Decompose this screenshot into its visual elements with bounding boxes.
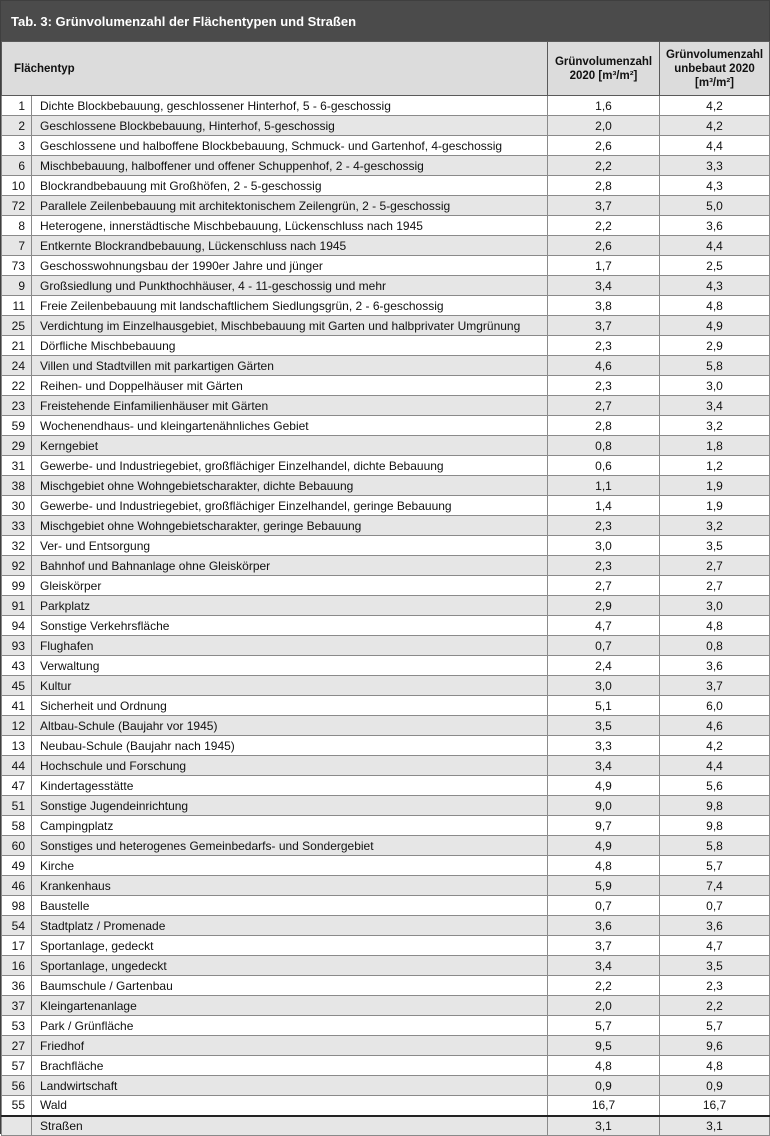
row-flaechentyp: Sicherheit und Ordnung: [32, 696, 548, 716]
row-gvz-unbebaut: 4,3: [660, 276, 770, 296]
header-gvz-2020-line2: 2020 [m³/m²]: [569, 69, 638, 82]
row-gvz-2020: 1,4: [548, 496, 660, 516]
row-number: 17: [2, 936, 32, 956]
table-row: [2, 636, 770, 656]
row-gvz-2020: 0,7: [548, 636, 660, 656]
row-gvz-2020: 5,7: [548, 1016, 660, 1036]
table-row: [2, 956, 770, 976]
row-gvz-2020: 3,4: [548, 956, 660, 976]
row-flaechentyp: Hochschule und Forschung: [32, 756, 548, 776]
row-gvz-2020: 2,0: [548, 116, 660, 136]
row-gvz-2020: 9,0: [548, 796, 660, 816]
row-number: 72: [2, 196, 32, 216]
table-row: [2, 1016, 770, 1036]
row-number: 22: [2, 376, 32, 396]
table-row: [2, 116, 770, 136]
row-gvz-2020: 16,7: [548, 1096, 660, 1116]
table-row: [2, 756, 770, 776]
row-gvz-unbebaut: 4,2: [660, 96, 770, 116]
row-number: 8: [2, 216, 32, 236]
row-gvz-unbebaut: 4,8: [660, 296, 770, 316]
table-row: [2, 96, 770, 116]
row-gvz-unbebaut: 4,2: [660, 736, 770, 756]
row-flaechentyp: Bahnhof und Bahnanlage ohne Gleiskörper: [32, 556, 548, 576]
table-row: [2, 576, 770, 596]
row-gvz-unbebaut: 4,4: [660, 236, 770, 256]
header-gvz-unbebaut: [660, 42, 770, 96]
row-number: 12: [2, 716, 32, 736]
row-gvz-2020: 0,7: [548, 896, 660, 916]
row-gvz-2020: 2,3: [548, 336, 660, 356]
row-flaechentyp: Wochenendhaus- und kleingartenähnliches Gebiet: [32, 416, 548, 436]
row-gvz-unbebaut: 6,0: [660, 696, 770, 716]
row-number: 41: [2, 696, 32, 716]
row-gvz-2020: 2,6: [548, 136, 660, 156]
row-number: [2, 1116, 32, 1136]
row-number: 60: [2, 836, 32, 856]
table-row: [2, 436, 770, 456]
row-gvz-2020: 4,8: [548, 856, 660, 876]
row-gvz-unbebaut: 0,9: [660, 1076, 770, 1096]
row-flaechentyp: Blockrandbebauung mit Großhöfen, 2 - 5-geschossig: [32, 176, 548, 196]
row-flaechentyp: Mischgebiet ohne Wohngebietscharakter, dichte Bebauung: [32, 476, 548, 496]
table-body: [2, 96, 770, 1136]
table-row: [2, 396, 770, 416]
row-number: 91: [2, 596, 32, 616]
table-row: [2, 276, 770, 296]
row-gvz-unbebaut: 2,7: [660, 576, 770, 596]
table-row: [2, 196, 770, 216]
row-gvz-unbebaut: 3,0: [660, 596, 770, 616]
table-row: [2, 976, 770, 996]
row-number: 51: [2, 796, 32, 816]
row-gvz-unbebaut: 5,7: [660, 856, 770, 876]
row-gvz-2020: 4,9: [548, 776, 660, 796]
row-gvz-unbebaut: 4,8: [660, 1056, 770, 1076]
row-gvz-2020: 2,4: [548, 656, 660, 676]
row-flaechentyp: Dichte Blockbebauung, geschlossener Hinterhof, 5 - 6-geschossig: [32, 96, 548, 116]
row-gvz-2020: 4,8: [548, 1056, 660, 1076]
row-gvz-2020: 2,3: [548, 376, 660, 396]
row-gvz-2020: 4,6: [548, 356, 660, 376]
row-gvz-2020: 3,4: [548, 276, 660, 296]
row-flaechentyp: Wald: [32, 1096, 548, 1116]
row-gvz-2020: 2,6: [548, 236, 660, 256]
row-flaechentyp: Straßen: [32, 1116, 548, 1136]
row-flaechentyp: Neubau-Schule (Baujahr nach 1945): [32, 736, 548, 756]
row-gvz-unbebaut: 9,6: [660, 1036, 770, 1056]
row-gvz-unbebaut: 4,9: [660, 316, 770, 336]
row-gvz-2020: 1,7: [548, 256, 660, 276]
table-row: [2, 236, 770, 256]
table-row: [2, 716, 770, 736]
row-gvz-2020: 3,7: [548, 196, 660, 216]
row-number: 32: [2, 536, 32, 556]
row-gvz-2020: 4,9: [548, 836, 660, 856]
header-gvz-2020: [548, 42, 660, 96]
row-gvz-unbebaut: 3,2: [660, 416, 770, 436]
row-number: 92: [2, 556, 32, 576]
row-flaechentyp: Gleiskörper: [32, 576, 548, 596]
row-gvz-unbebaut: 1,2: [660, 456, 770, 476]
row-flaechentyp: Parkplatz: [32, 596, 548, 616]
row-number: 2: [2, 116, 32, 136]
row-number: 6: [2, 156, 32, 176]
row-flaechentyp: Stadtplatz / Promenade: [32, 916, 548, 936]
table-row: [2, 936, 770, 956]
row-gvz-unbebaut: 9,8: [660, 796, 770, 816]
row-flaechentyp: Sonstige Verkehrsfläche: [32, 616, 548, 636]
row-gvz-unbebaut: 2,2: [660, 996, 770, 1016]
row-number: 55: [2, 1096, 32, 1116]
table-row: [2, 1096, 770, 1116]
row-flaechentyp: Park / Grünfläche: [32, 1016, 548, 1036]
table-row: [2, 836, 770, 856]
row-number: 33: [2, 516, 32, 536]
table-row: [2, 376, 770, 396]
row-flaechentyp: Kindertagesstätte: [32, 776, 548, 796]
row-flaechentyp: Gewerbe- und Industriegebiet, großflächiger Einzelhandel, geringe Bebauung: [32, 496, 548, 516]
row-gvz-2020: 3,5: [548, 716, 660, 736]
row-number: 47: [2, 776, 32, 796]
row-flaechentyp: Sonstige Jugendeinrichtung: [32, 796, 548, 816]
table-row: [2, 516, 770, 536]
row-gvz-2020: 3,1: [548, 1116, 660, 1136]
row-number: 9: [2, 276, 32, 296]
row-flaechentyp: Großsiedlung und Punkthochhäuser, 4 - 11-geschossig und mehr: [32, 276, 548, 296]
row-gvz-unbebaut: 4,6: [660, 716, 770, 736]
row-flaechentyp: Reihen- und Doppelhäuser mit Gärten: [32, 376, 548, 396]
row-flaechentyp: Geschlossene Blockbebauung, Hinterhof, 5-geschossig: [32, 116, 548, 136]
row-flaechentyp: Kultur: [32, 676, 548, 696]
row-number: 37: [2, 996, 32, 1016]
row-gvz-2020: 3,0: [548, 676, 660, 696]
row-gvz-2020: 3,7: [548, 316, 660, 336]
row-number: 56: [2, 1076, 32, 1096]
row-flaechentyp: Parallele Zeilenbebauung mit architektonischem Zeilengrün, 2 - 5-geschossig: [32, 196, 548, 216]
row-gvz-unbebaut: 0,7: [660, 896, 770, 916]
row-number: 3: [2, 136, 32, 156]
row-flaechentyp: Freie Zeilenbebauung mit landschaftlichem Siedlungsgrün, 2 - 6-geschossig: [32, 296, 548, 316]
row-gvz-2020: 3,4: [548, 756, 660, 776]
row-number: 43: [2, 656, 32, 676]
row-flaechentyp: Freistehende Einfamilienhäuser mit Gärten: [32, 396, 548, 416]
row-number: 93: [2, 636, 32, 656]
row-gvz-unbebaut: 2,3: [660, 976, 770, 996]
table-row: [2, 256, 770, 276]
row-gvz-2020: 1,6: [548, 96, 660, 116]
row-number: 24: [2, 356, 32, 376]
table-row: [2, 796, 770, 816]
row-flaechentyp: Entkernte Blockrandbebauung, Lückenschluss nach 1945: [32, 236, 548, 256]
row-number: 21: [2, 336, 32, 356]
row-gvz-2020: 0,9: [548, 1076, 660, 1096]
row-number: 10: [2, 176, 32, 196]
row-gvz-2020: 9,7: [548, 816, 660, 836]
row-number: 31: [2, 456, 32, 476]
row-gvz-unbebaut: 3,6: [660, 656, 770, 676]
row-number: 53: [2, 1016, 32, 1036]
row-flaechentyp: Verdichtung im Einzelhausgebiet, Mischbebauung mit Garten und halbprivater Umgrünung: [32, 316, 548, 336]
table-row: [2, 1056, 770, 1076]
row-flaechentyp: Baustelle: [32, 896, 548, 916]
row-flaechentyp: Baumschule / Gartenbau: [32, 976, 548, 996]
row-flaechentyp: Mischgebiet ohne Wohngebietscharakter, geringe Bebauung: [32, 516, 548, 536]
row-gvz-unbebaut: 3,7: [660, 676, 770, 696]
row-number: 27: [2, 1036, 32, 1056]
row-number: 1: [2, 96, 32, 116]
row-gvz-unbebaut: 3,0: [660, 376, 770, 396]
row-number: 57: [2, 1056, 32, 1076]
table-row: [2, 556, 770, 576]
table-row: [2, 296, 770, 316]
row-gvz-unbebaut: 4,4: [660, 136, 770, 156]
row-flaechentyp: Kleingartenanlage: [32, 996, 548, 1016]
row-gvz-unbebaut: 3,1: [660, 1116, 770, 1136]
row-number: 29: [2, 436, 32, 456]
row-gvz-2020: 2,7: [548, 396, 660, 416]
row-flaechentyp: Dörfliche Mischbebauung: [32, 336, 548, 356]
table-row: [2, 896, 770, 916]
row-number: 13: [2, 736, 32, 756]
header-gvz-unbebaut-line2: unbebaut 2020: [674, 62, 755, 75]
row-number: 46: [2, 876, 32, 896]
row-number: 44: [2, 756, 32, 776]
table-row: [2, 336, 770, 356]
row-gvz-unbebaut: 3,6: [660, 916, 770, 936]
table-row: [2, 1036, 770, 1056]
table-row: [2, 156, 770, 176]
row-flaechentyp: Brachfläche: [32, 1056, 548, 1076]
row-gvz-unbebaut: 3,3: [660, 156, 770, 176]
row-gvz-unbebaut: 16,7: [660, 1096, 770, 1116]
row-gvz-unbebaut: 4,3: [660, 176, 770, 196]
table-row: [2, 816, 770, 836]
table-row: [2, 736, 770, 756]
row-gvz-2020: 3,6: [548, 916, 660, 936]
header-flaechentyp-label: Flächentyp: [14, 62, 75, 75]
header-gvz-unbebaut-line1: Grünvolumenzahl: [665, 48, 764, 61]
row-gvz-unbebaut: 2,5: [660, 256, 770, 276]
row-gvz-2020: 2,3: [548, 556, 660, 576]
row-flaechentyp: Friedhof: [32, 1036, 548, 1056]
table-row: [2, 656, 770, 676]
table-row: [2, 176, 770, 196]
row-flaechentyp: Gewerbe- und Industriegebiet, großflächiger Einzelhandel, dichte Bebauung: [32, 456, 548, 476]
table-row: [2, 876, 770, 896]
header-gvz-unbebaut-line3: [m³/m²]: [695, 76, 734, 89]
row-flaechentyp: Landwirtschaft: [32, 1076, 548, 1096]
table-row: [2, 316, 770, 336]
row-gvz-2020: 2,8: [548, 416, 660, 436]
row-gvz-unbebaut: 0,8: [660, 636, 770, 656]
row-flaechentyp: Geschlossene und halboffene Blockbebauung, Schmuck- und Gartenhof, 4-geschossig: [32, 136, 548, 156]
table-row: [2, 856, 770, 876]
row-gvz-unbebaut: 4,7: [660, 936, 770, 956]
row-number: 23: [2, 396, 32, 416]
row-flaechentyp: Mischbebauung, halboffener und offener Schuppenhof, 2 - 4-geschossig: [32, 156, 548, 176]
row-gvz-unbebaut: 5,8: [660, 836, 770, 856]
row-gvz-2020: 2,2: [548, 156, 660, 176]
row-gvz-unbebaut: 3,5: [660, 536, 770, 556]
table-row: [2, 696, 770, 716]
table-row: [2, 216, 770, 236]
row-gvz-2020: 2,2: [548, 216, 660, 236]
row-gvz-2020: 2,2: [548, 976, 660, 996]
table-row: [2, 1076, 770, 1096]
row-gvz-2020: 2,9: [548, 596, 660, 616]
row-number: 99: [2, 576, 32, 596]
row-flaechentyp: Verwaltung: [32, 656, 548, 676]
row-gvz-unbebaut: 2,9: [660, 336, 770, 356]
table-row: [2, 596, 770, 616]
table-row: [2, 536, 770, 556]
row-gvz-unbebaut: 3,2: [660, 516, 770, 536]
row-gvz-unbebaut: 9,8: [660, 816, 770, 836]
row-number: 45: [2, 676, 32, 696]
row-gvz-2020: 3,0: [548, 536, 660, 556]
row-number: 36: [2, 976, 32, 996]
row-flaechentyp: Sportanlage, ungedeckt: [32, 956, 548, 976]
row-number: 59: [2, 416, 32, 436]
row-flaechentyp: Altbau-Schule (Baujahr vor 1945): [32, 716, 548, 736]
row-gvz-unbebaut: 4,2: [660, 116, 770, 136]
header-row: [2, 42, 770, 96]
row-gvz-unbebaut: 5,8: [660, 356, 770, 376]
row-flaechentyp: Heterogene, innerstädtische Mischbebauung, Lückenschluss nach 1945: [32, 216, 548, 236]
table-row: [2, 476, 770, 496]
row-gvz-unbebaut: 1,9: [660, 476, 770, 496]
table-row: [2, 996, 770, 1016]
row-gvz-2020: 9,5: [548, 1036, 660, 1056]
table-row: [2, 416, 770, 436]
row-flaechentyp: Villen und Stadtvillen mit parkartigen Gärten: [32, 356, 548, 376]
row-gvz-unbebaut: 5,6: [660, 776, 770, 796]
row-flaechentyp: Kirche: [32, 856, 548, 876]
header-gvz-2020-line1: Grünvolumenzahl: [554, 55, 653, 68]
row-gvz-unbebaut: 5,7: [660, 1016, 770, 1036]
table-row: [2, 356, 770, 376]
row-number: 54: [2, 916, 32, 936]
row-gvz-2020: 4,7: [548, 616, 660, 636]
row-flaechentyp: Geschosswohnungsbau der 1990er Jahre und jünger: [32, 256, 548, 276]
table-row: [2, 916, 770, 936]
row-flaechentyp: Sportanlage, gedeckt: [32, 936, 548, 956]
row-gvz-unbebaut: 3,4: [660, 396, 770, 416]
row-gvz-2020: 5,1: [548, 696, 660, 716]
table-row: [2, 456, 770, 476]
row-number: 7: [2, 236, 32, 256]
row-flaechentyp: Krankenhaus: [32, 876, 548, 896]
row-gvz-2020: 2,7: [548, 576, 660, 596]
row-gvz-unbebaut: 1,9: [660, 496, 770, 516]
row-gvz-unbebaut: 7,4: [660, 876, 770, 896]
row-flaechentyp: Ver- und Entsorgung: [32, 536, 548, 556]
row-gvz-2020: 0,6: [548, 456, 660, 476]
row-number: 25: [2, 316, 32, 336]
table-row: [2, 776, 770, 796]
table-row: [2, 616, 770, 636]
total-row: [2, 1116, 770, 1136]
row-gvz-2020: 3,8: [548, 296, 660, 316]
row-gvz-2020: 2,0: [548, 996, 660, 1016]
table-row: [2, 676, 770, 696]
row-gvz-unbebaut: 3,5: [660, 956, 770, 976]
row-gvz-unbebaut: 5,0: [660, 196, 770, 216]
row-flaechentyp: Kerngebiet: [32, 436, 548, 456]
header-flaechentyp: [2, 42, 548, 96]
row-number: 30: [2, 496, 32, 516]
row-gvz-2020: 5,9: [548, 876, 660, 896]
row-gvz-unbebaut: 3,6: [660, 216, 770, 236]
row-flaechentyp: Campingplatz: [32, 816, 548, 836]
row-gvz-unbebaut: 4,8: [660, 616, 770, 636]
row-number: 58: [2, 816, 32, 836]
row-gvz-2020: 2,3: [548, 516, 660, 536]
row-number: 11: [2, 296, 32, 316]
row-gvz-unbebaut: 4,4: [660, 756, 770, 776]
row-number: 49: [2, 856, 32, 876]
row-gvz-unbebaut: 2,7: [660, 556, 770, 576]
row-number: 73: [2, 256, 32, 276]
row-number: 38: [2, 476, 32, 496]
row-number: 98: [2, 896, 32, 916]
row-gvz-2020: 3,7: [548, 936, 660, 956]
row-number: 16: [2, 956, 32, 976]
row-gvz-2020: 0,8: [548, 436, 660, 456]
table-title-text: Tab. 3: Grünvolumenzahl der Flächentypen und Straßen: [11, 13, 357, 29]
table-row: [2, 136, 770, 156]
table-title: [1, 1, 769, 41]
row-gvz-2020: 1,1: [548, 476, 660, 496]
row-flaechentyp: Sonstiges und heterogenes Gemeinbedarfs- und Sondergebiet: [32, 836, 548, 856]
row-gvz-2020: 3,3: [548, 736, 660, 756]
row-number: 94: [2, 616, 32, 636]
row-gvz-2020: 2,8: [548, 176, 660, 196]
row-flaechentyp: Flughafen: [32, 636, 548, 656]
data-table: [1, 41, 770, 1136]
table-row: [2, 496, 770, 516]
row-gvz-unbebaut: 1,8: [660, 436, 770, 456]
